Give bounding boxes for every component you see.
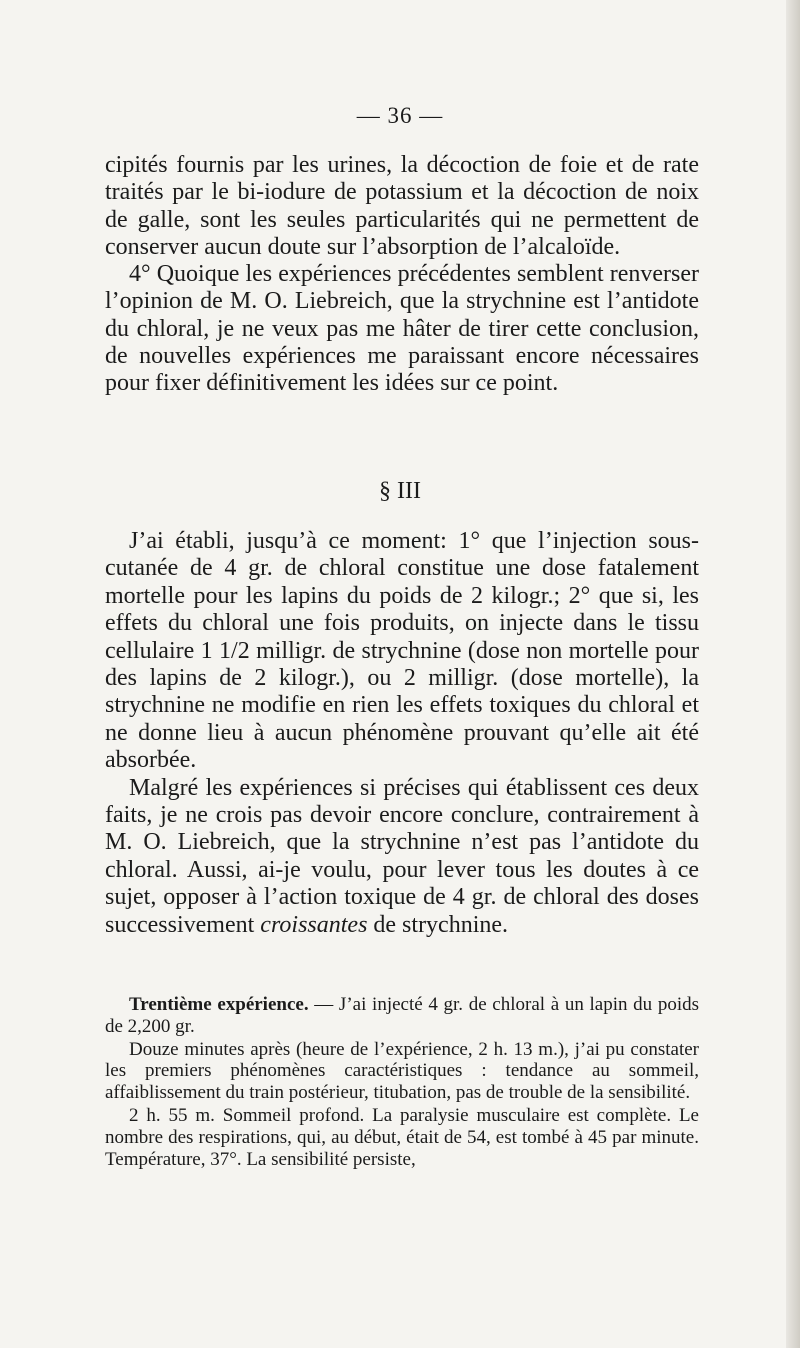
experiment-intro-text: — J’ai injecté 4 gr. de chloral à un lapin du poids de 2,200 gr. <box>105 994 699 1037</box>
paragraph-doses <box>105 775 699 939</box>
paragraph-continuation: cipités fournis par les urines, la décoction de foie et de rate traités par le bi-iodure de potassium et la décoction de noix de galle, sont les seules particularités qui ne permettent de conserver aucun doute sur l’absorption de l’alcaloïde. <box>105 152 699 260</box>
page-edge-shadow <box>786 0 800 1348</box>
paragraph-doses-start: Malgré les expériences si précises qui établissent ces deux faits, je ne crois pas devoir encore conclure, contrairement à M. O. Liebreich, que la strychnine n’est pas l’antidote du chloral. Aussi, ai-je voulu, pour lever tous les doutes à ce sujet, opposer à l’action toxique de 4 gr. de chloral des doses successivement <box>105 774 699 938</box>
intro-text-block <box>105 152 699 398</box>
paragraph-doses-end: de strychnine. <box>373 911 509 938</box>
experiment-title: Trentième expérience. <box>129 994 309 1015</box>
section-heading: § III <box>379 478 421 504</box>
experiment-observation-2: 2 h. 55 m. Sommeil profond. La paralysie musculaire est complète. Le nombre des respirations, qui, au début, était de 54, est tombé à 45 par minute. Température, 37°. La sensibilité persiste, <box>105 1104 699 1170</box>
experiment-notes <box>105 994 699 1170</box>
experiment-intro <box>105 994 699 1038</box>
section-text-block <box>105 528 699 939</box>
page-number: — 36 — <box>356 103 444 128</box>
experiment-observation-1: Douze minutes après (heure de l’expérience, 2 h. 13 m.), j’ai pu constater les premiers phénomènes caractéristiques : tendance au sommeil, affaiblissement du train postérieur, titubation, pas de trouble de la sensibilité. <box>105 1038 699 1104</box>
paragraph-established-facts: J’ai établi, jusqu’à ce moment: 1° que l’injection sous-cutanée de 4 gr. de chloral constitue une dose fatalement mortelle pour les lapins du poids de 2 kilogr.; 2° que si, les effets du chloral une fois produits, on injecte dans le tissu cellulaire 1 1/2 milligr. de strychnine (dose non mortelle pour des lapins de 2 kilogr.), ou 2 milligr. (dose mortelle), la strychnine ne modifie en rien les effets toxiques du chloral et ne donne lieu à aucun phénomène prouvant qu’elle ait été absorbée. <box>105 528 699 774</box>
emphasis-croissantes: croissantes <box>260 911 368 938</box>
paragraph-point-4: 4° Quoique les expériences précédentes semblent renverser l’opinion de M. O. Liebreich, que la strychnine est l’antidote du chloral, je ne veux pas me hâter de tirer cette conclusion, de nouvelles expériences me paraissant encore nécessaires pour fixer définitivement les idées sur ce point. <box>105 261 699 397</box>
